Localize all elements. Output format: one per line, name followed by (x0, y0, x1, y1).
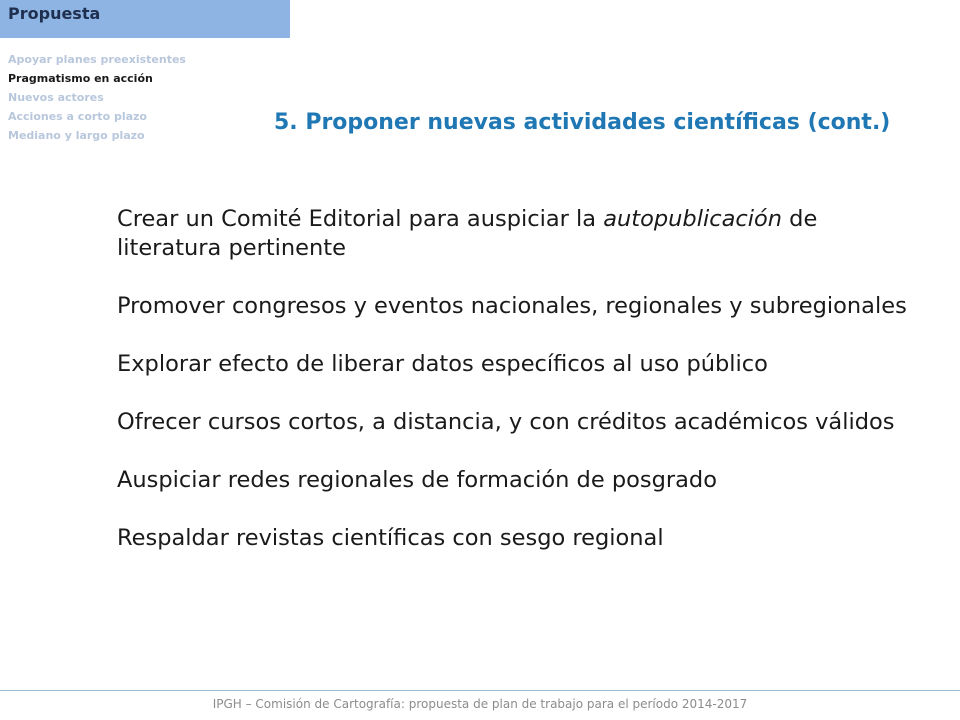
section-tab-label: Propuesta (8, 4, 101, 23)
nav-item-pragmatismo: Pragmatismo en acción (8, 72, 153, 85)
section-tab (0, 0, 290, 38)
bullet-list (117, 205, 917, 582)
slide-title: 5. Proponer nuevas actividades científicas (cont.) (274, 110, 891, 135)
footer-divider (0, 690, 960, 691)
nav-item-corto-plazo: Acciones a corto plazo (8, 110, 147, 123)
bullet-item (117, 466, 917, 495)
bullet-text: Ofrecer cursos cortos, a distancia, y con créditos académicos válidos (117, 409, 895, 435)
section-nav (8, 50, 186, 145)
bullet-text: Explorar efecto de liberar datos específicos al uso público (117, 351, 768, 377)
bullet-item (117, 292, 917, 321)
bullet-item (117, 408, 917, 437)
bullet-emphasis: autopublicación (603, 206, 783, 232)
bullet-text-after: de literatura pertinente (117, 206, 818, 261)
nav-item-apoyar: Apoyar planes preexistentes (8, 53, 186, 66)
bullet-item (117, 205, 917, 263)
nav-item-nuevos-actores: Nuevos actores (8, 91, 104, 104)
bullet-text: Crear un Comité Editorial para auspiciar la (117, 206, 604, 232)
bullet-item (117, 524, 917, 553)
bullet-item (117, 350, 917, 379)
bullet-text: Auspiciar redes regionales de formación de posgrado (117, 467, 717, 493)
footer-text: IPGH – Comisión de Cartografía: propuesta de plan de trabajo para el período 2014-2017 (212, 697, 748, 711)
nav-item-mediano-largo-plazo: Mediano y largo plazo (8, 129, 145, 142)
bullet-text: Respaldar revistas científicas con sesgo regional (117, 525, 664, 551)
bullet-text: Promover congresos y eventos nacionales, regionales y subregionales (117, 293, 907, 319)
